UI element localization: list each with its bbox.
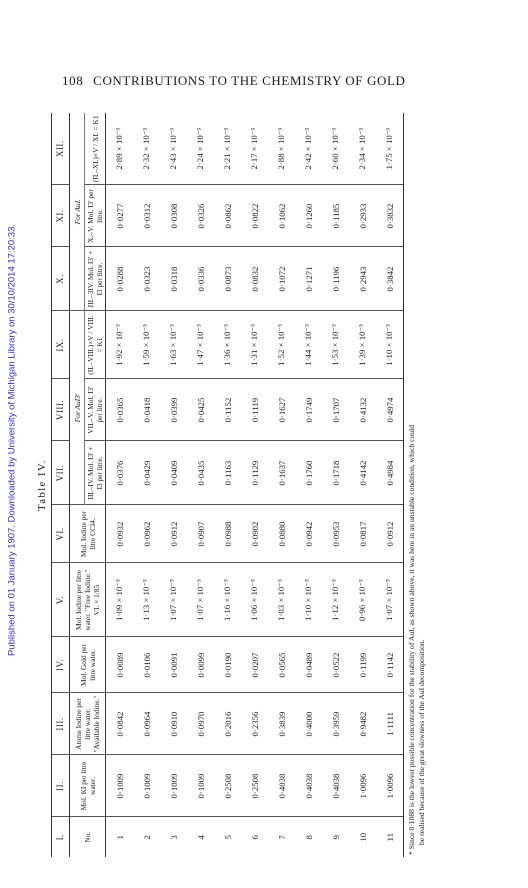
cell-xii: 2·32 × 10⁻³ (133, 113, 160, 185)
cell-ccl4: 0·0953 (322, 505, 349, 563)
cell-ccl4: 0·0907 (187, 505, 214, 563)
cell-iodine: 0·0910 (160, 693, 187, 755)
cell-xi: 0·1185 (322, 185, 349, 247)
running-title: CONTRIBUTIONS TO THE CHEMISTRY OF GOLD (93, 73, 406, 88)
cell-ki: 0·4038 (268, 755, 295, 817)
cell-xi: 0·1260 (295, 185, 322, 247)
cell-iodine: 0·3959 (322, 693, 349, 755)
cell-gold: 0·0190 (214, 637, 241, 693)
cell-xi: 0·3832 (376, 185, 404, 247)
table-row (349, 113, 376, 857)
cell-xi: 0·0308 (160, 185, 187, 247)
table-row (241, 113, 268, 857)
cell-viii: 0·0365 (106, 379, 134, 441)
cell-x: 0·2943 (349, 247, 376, 311)
cell-ix: 1·47 × 10⁻³ (187, 311, 214, 379)
cell-viii: 0·1749 (295, 379, 322, 441)
cell-ccl4: 0·0817 (349, 505, 376, 563)
cell-x: 0·0288 (106, 247, 134, 311)
cell-xii: 1·75 × 10⁻³ (376, 113, 404, 185)
cell-vii: 0·1718 (322, 441, 349, 505)
cell-ccl4: 0·0962 (133, 505, 160, 563)
cell-x: 0·0832 (241, 247, 268, 311)
cell-iodine: 0·2016 (214, 693, 241, 755)
cell-xi: 0·0326 (187, 185, 214, 247)
cell-viii: 0·1627 (268, 379, 295, 441)
cell-gold: 0·1142 (376, 637, 404, 693)
cell-ix: 1·53 × 10⁻³ (322, 311, 349, 379)
cell-ccl4: 0·0880 (268, 505, 295, 563)
header-xii: (II.–XI.)×V / XI. = K1 (85, 113, 106, 185)
cell-ix: 1·44 × 10⁻³ (295, 311, 322, 379)
header-x: III.–3IV. Mol. I3' + I3 per litre. (85, 247, 106, 311)
cell-ki: 1·0096 (376, 755, 404, 817)
table-body (106, 113, 404, 857)
cell-gold: 0·1199 (349, 637, 376, 693)
cell-viii: 0·1152 (214, 379, 241, 441)
cell-vii: 0·0429 (133, 441, 160, 505)
column-number-row (52, 113, 70, 857)
cell-xii: 2·42 × 10⁻³ (295, 113, 322, 185)
data-table (51, 113, 404, 857)
cell-xi: 0·1062 (268, 185, 295, 247)
cell-xii: 2·88 × 10⁻³ (268, 113, 295, 185)
header-free-iodine: Mol. Iodine per litre water. "Free Iodine." VI. × 1/85 (70, 563, 106, 637)
cell-gold: 0·0565 (268, 637, 295, 693)
cell-ix: 1·31 × 10⁻³ (241, 311, 268, 379)
cell-xii: 2·17 × 10⁻³ (241, 113, 268, 185)
cell-x: 0·0323 (133, 247, 160, 311)
cell-xi: 0·2933 (349, 185, 376, 247)
cell-viii: 0·0399 (160, 379, 187, 441)
cell-ix: 1·52 × 10⁻³ (268, 311, 295, 379)
table-title: Table IV. (37, 459, 48, 511)
cell-free-iodine: 1·12 × 10⁻⁵ (322, 563, 349, 637)
table-row (106, 113, 134, 857)
cell-x: 0·1196 (322, 247, 349, 311)
cell-x: 0·0336 (187, 247, 214, 311)
cell-no: 7 (276, 835, 287, 840)
cell-viii: 0·0425 (187, 379, 214, 441)
cell-xii: 2·89 × 10⁻³ (106, 113, 134, 185)
col-num: X. (52, 247, 70, 311)
cell-free-iodine: 1·07 × 10⁻⁵ (187, 563, 214, 637)
cell-xii: 2·24 × 10⁻³ (187, 113, 214, 185)
table-row (376, 113, 404, 857)
cell-ki: 1·0096 (349, 755, 376, 817)
col-num: IV. (52, 637, 70, 693)
cell-no: 8 (303, 835, 314, 840)
cell-xi: 0·0312 (133, 185, 160, 247)
cell-no: 6 (249, 835, 260, 840)
cell-viii: 0·1119 (241, 379, 268, 441)
cell-no: 2 (141, 835, 152, 840)
table-row (214, 113, 241, 857)
footnote-line: be realised because of the great slowness of the AuI decomposition. (417, 639, 426, 845)
cell-iodine: 0·0970 (187, 693, 214, 755)
header-ccl4: Mol. Iodine per litre CCl4. (70, 505, 106, 563)
cell-xii: 2·60 × 10⁻³ (322, 113, 349, 185)
cell-ki: 0·4038 (322, 755, 349, 817)
col-num: XI. (52, 185, 70, 247)
col-num: IX. (52, 311, 70, 379)
header-ki: Mol. KI per litre water. (70, 755, 106, 817)
cell-vii: 0·1163 (214, 441, 241, 505)
cell-free-iodine: 1·10 × 10⁻⁵ (295, 563, 322, 637)
cell-xi: 0·0862 (214, 185, 241, 247)
group-for-aui3: For AuI3' (70, 311, 85, 505)
group-header-row (70, 113, 85, 857)
cell-ccl4: 0·0912 (160, 505, 187, 563)
cell-ki: 0·1009 (160, 755, 187, 817)
cell-ix: 1·39 × 10⁻³ (349, 311, 376, 379)
cell-vii: 0·1129 (241, 441, 268, 505)
cell-ki: 0·1009 (133, 755, 160, 817)
cell-gold: 0·0106 (133, 637, 160, 693)
cell-x: 0·1271 (295, 247, 322, 311)
footnote (407, 113, 427, 857)
cell-free-iodine: 1·13 × 10⁻⁵ (133, 563, 160, 637)
cell-no: 3 (168, 835, 179, 840)
header-no: No. (70, 817, 106, 857)
cell-iodine: 0·3839 (268, 693, 295, 755)
cell-no: 5 (222, 835, 233, 840)
col-num: II. (52, 755, 70, 817)
table-row (187, 113, 214, 857)
cell-iodine: 0·0842 (106, 693, 134, 755)
cell-x: 0·3842 (376, 247, 404, 311)
cell-x: 0·1072 (268, 247, 295, 311)
cell-no: 11 (376, 817, 404, 857)
cell-gold: 0·0089 (106, 637, 134, 693)
col-num: I. (52, 817, 70, 857)
cell-ix: 1·92 × 10⁻³ (106, 311, 134, 379)
header-iodine: Atoms Iodine per litre water. "Available Iodine." (70, 693, 106, 755)
cell-no: 9 (330, 835, 341, 840)
cell-viii: 0·1707 (322, 379, 349, 441)
cell-iodine: 0·4000 (295, 693, 322, 755)
cell-free-iodine: 1·07 × 10⁻⁵ (160, 563, 187, 637)
cell-ccl4: 0·0942 (295, 505, 322, 563)
cell-ki: 0·1009 (187, 755, 214, 817)
col-num: VI. (52, 505, 70, 563)
cell-ki: 0·2508 (241, 755, 268, 817)
cell-x: 0·0873 (214, 247, 241, 311)
cell-viii: 0·4132 (349, 379, 376, 441)
cell-x: 0·0318 (160, 247, 187, 311)
rotated-table-block (35, 113, 426, 857)
cell-ccl4: 0·0902 (241, 505, 268, 563)
cell-no: 10 (357, 832, 368, 842)
table-row (268, 113, 295, 857)
col-num: VII. (52, 441, 70, 505)
cell-ki: 0·1009 (106, 755, 134, 817)
cell-free-iodine: 0·96 × 10⁻⁵ (349, 563, 376, 637)
cell-free-iodine: 1·03 × 10⁻⁵ (268, 563, 295, 637)
cell-ccl4: 0·0932 (106, 505, 134, 563)
cell-vii: 0·4984 (376, 441, 404, 505)
cell-iodine: 0·9482 (349, 693, 376, 755)
cell-viii: 0·4974 (376, 379, 404, 441)
cell-gold: 0·0207 (241, 637, 268, 693)
col-num: III. (52, 693, 70, 755)
cell-free-iodine: 1·06 × 10⁻⁵ (241, 563, 268, 637)
header-vii: III.–IV. Mol. I3' + I3 per litre. (85, 441, 106, 505)
cell-vii: 0·4142 (349, 441, 376, 505)
cell-ix: 1·59 × 10⁻³ (133, 311, 160, 379)
footnote-line: * Since 0·1088 is the lowest possible concentration for the stability of AuI, as shown above, it was here in an unstable condition, which could (407, 424, 416, 855)
cell-xii: 2·21 × 10⁻³ (214, 113, 241, 185)
cell-free-iodine: 1·07 × 10⁻⁵ (376, 563, 404, 637)
cell-vii: 0·0409 (160, 441, 187, 505)
table-row (160, 113, 187, 857)
cell-iodine: 1·1111 (376, 693, 404, 755)
cell-viii: 0·0418 (133, 379, 160, 441)
cell-gold: 0·0522 (322, 637, 349, 693)
cell-gold: 0·0489 (295, 637, 322, 693)
cell-vii: 0·0435 (187, 441, 214, 505)
table-row (322, 113, 349, 857)
col-num: XII. (52, 113, 70, 185)
cell-ix: 1·10 × 10⁻³ (376, 311, 404, 379)
cell-ix: 1·63 × 10⁻³ (160, 311, 187, 379)
table-row (295, 113, 322, 857)
cell-free-iodine: 1·09 × 10⁻⁵ (106, 563, 134, 637)
cell-vii: 0·1760 (295, 441, 322, 505)
cell-gold: 0·0099 (187, 637, 214, 693)
cell-gold: 0·0091 (160, 637, 187, 693)
cell-xii: 2·34 × 10⁻³ (349, 113, 376, 185)
watermark-text: Published on 01 January 1907. Downloaded by University of Michigan Library on 30/10/2014 17:20:33. (6, 223, 18, 657)
cell-vii: 0·1637 (268, 441, 295, 505)
header-gold: Mol. Gold per litre water. (70, 637, 106, 693)
cell-no: 1 (114, 835, 125, 840)
cell-ix: 1·36 × 10⁻³ (214, 311, 241, 379)
page-header (62, 73, 462, 89)
cell-xi: 0·0822 (241, 185, 268, 247)
header-ix: (II.–VIII.)×V / VIII. = K1 (85, 311, 106, 379)
group-for-aui: For AuI. (70, 113, 85, 311)
col-num: V. (52, 563, 70, 637)
cell-ccl4: 0·0988 (214, 505, 241, 563)
cell-xi: 0·0277 (106, 185, 134, 247)
cell-ki: 0·4038 (295, 755, 322, 817)
cell-xii: 2·43 × 10⁻³ (160, 113, 187, 185)
cell-ccl4: 0·0912 (376, 505, 404, 563)
page-number: 108 (62, 73, 84, 88)
header-xi: X.–V. Mol. I3' per litre. (85, 185, 106, 247)
cell-vii: 0·0376 (106, 441, 134, 505)
cell-no: 4 (195, 835, 206, 840)
table-row (133, 113, 160, 857)
header-viii: VII.–V. Mol. I3' per litre. (85, 379, 106, 441)
cell-iodine: 0·2356 (241, 693, 268, 755)
cell-iodine: 0·0964 (133, 693, 160, 755)
col-num: VIII. (52, 379, 70, 441)
cell-free-iodine: 1·16 × 10⁻⁵ (214, 563, 241, 637)
cell-ki: 0·2508 (214, 755, 241, 817)
